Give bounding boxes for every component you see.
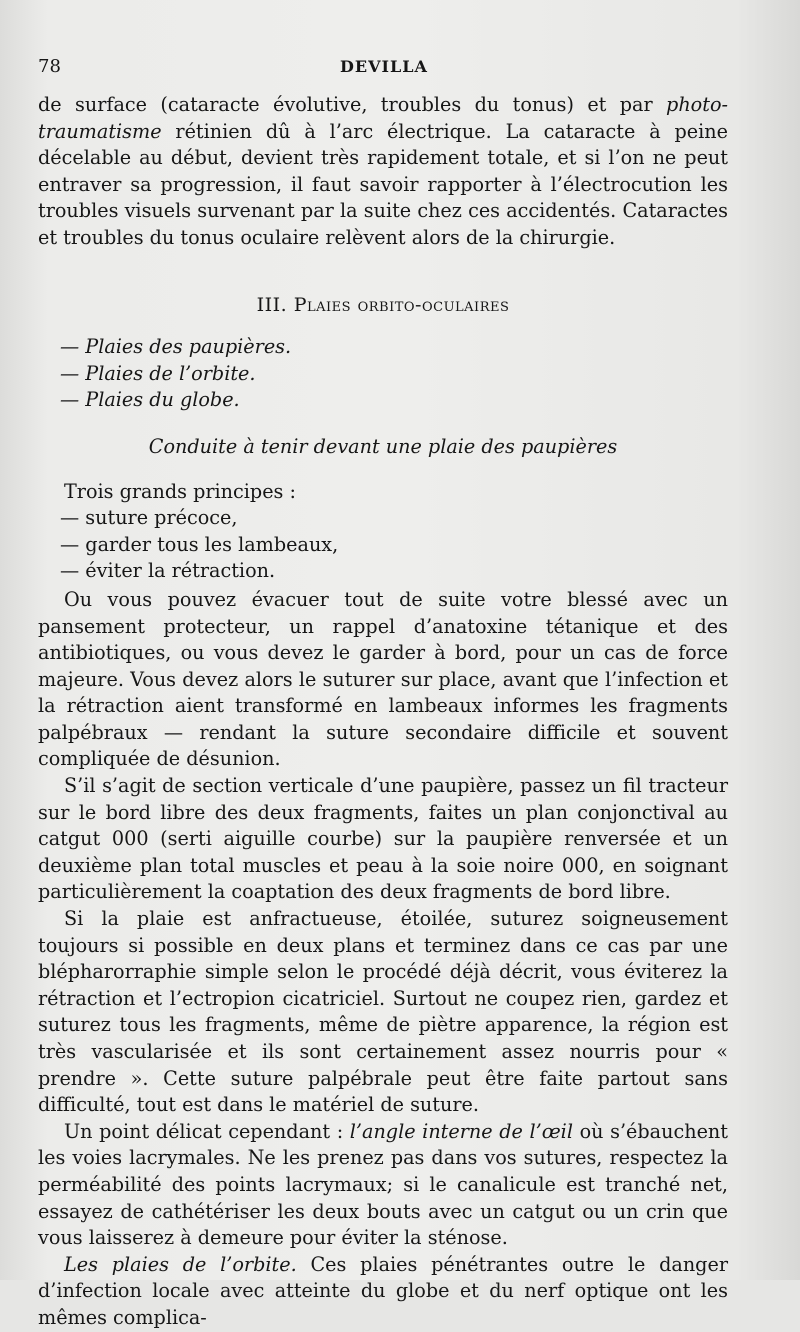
body-text bbox=[38, 92, 728, 1332]
paragraph-vertical-section: S’il s’agit de section verticale d’une paupière, passez un fil tracteur sur le bord libre des deux fragments, faites un plan conjonctival au catgut 000 (serti aiguille courbe) sur la paupière renversée et un deuxième plan total muscles et peau à la soie noire 000, en soignant particulièrement la coaptation des deux fragments de bord libre. bbox=[38, 774, 728, 904]
paragraph-cataract bbox=[38, 92, 728, 252]
subsection-heading: Conduite à tenir devant une plaie des paupières bbox=[148, 434, 618, 458]
list-item: — Plaies du globe. bbox=[60, 388, 240, 412]
paragraph-text: où s’ébauchent les voies lacrymales. Ne les prenez pas dans vos sutures, respectez la perméabilité des points lacrymaux; si le canalicule est tranché net, essayez de cathétériser les deux bouts avec un catgut ou un crin que vous laisserez à demeure pour éviter la sténose. bbox=[38, 1119, 728, 1250]
emphasis-text: l’angle interne de l’œil bbox=[349, 1119, 573, 1143]
section-list bbox=[38, 334, 728, 414]
section-title: Plaies orbito-oculaires bbox=[293, 293, 510, 316]
section-number: III. bbox=[256, 293, 288, 316]
paragraph-text: rétinien dû à l’arc électrique. La cataracte à peine décelable au début, devient très rapidement totale, et si l’on ne peut entraver sa progression, il faut savoir rapporter à l’électrocution les troubles visuels survenant par la suite chez ces accidentés. Cataractes et troubles du tonus oculaire relèvent alors de la chirurgie. bbox=[38, 119, 728, 249]
principles-list bbox=[38, 505, 728, 585]
paragraph-text: Un point délicat cependant : bbox=[64, 1119, 350, 1143]
running-head: DEVILLA bbox=[340, 57, 428, 76]
principles-intro: Trois grands principes : bbox=[64, 479, 296, 503]
list-item: — garder tous les lambeaux, bbox=[60, 532, 339, 556]
emphasis-text: Les plaies de l’orbite. bbox=[64, 1252, 297, 1276]
page-header bbox=[38, 54, 738, 80]
page-number: 78 bbox=[38, 56, 61, 77]
list-item: — éviter la rétraction. bbox=[60, 559, 276, 583]
paragraph-text: Ces plaies pénétrantes outre le danger d’infection locale avec atteinte du globe et du nerf optique ont les mêmes complica- bbox=[38, 1252, 728, 1329]
paragraph-anfractuous-wound: Si la plaie est anfractueuse, étoilée, suturez soigneusement toujours si possible en deux plans et terminez dans ce cas par une blépharorraphie simple selon le procédé déjà décrit, vous éviterez la rétraction et l’ectropion cicatriciel. Surtout ne coupez rien, gardez et suturez tous les fragments, même de piètre apparence, la région est très vascularisée et ils sont certainement assez nourris pour « prendre ». Cette suture palpébrale peut être faite partout sans difficulté, tout est dans le matériel de suture. bbox=[38, 907, 728, 1117]
list-item: — Plaies de l’orbite. bbox=[60, 361, 256, 385]
list-item: — suture précoce, bbox=[60, 506, 238, 530]
paragraph-internal-angle bbox=[38, 1119, 728, 1252]
list-item: — Plaies des paupières. bbox=[60, 335, 292, 359]
paragraph-evacuation: Ou vous pouvez évacuer tout de suite votre blessé avec un pansement protecteur, un rappel d’anatoxine tétanique et des antibiotiques, ou vous devez le garder à bord, pour un cas de force majeure. Vous devez alors le suturer sur place, avant que l’infection et la rétraction aient transformé en lambeaux informes les fragments palpébraux — rendant la suture secondaire difficile et souvent compliquée de désunion. bbox=[38, 587, 728, 771]
section-heading bbox=[38, 292, 728, 319]
emphasis-text: photo-traumatisme bbox=[38, 93, 728, 143]
paragraph-orbit-wounds bbox=[38, 1252, 728, 1332]
paragraph-text: de surface (cataracte évolutive, troubles du tonus) et par bbox=[38, 93, 667, 116]
